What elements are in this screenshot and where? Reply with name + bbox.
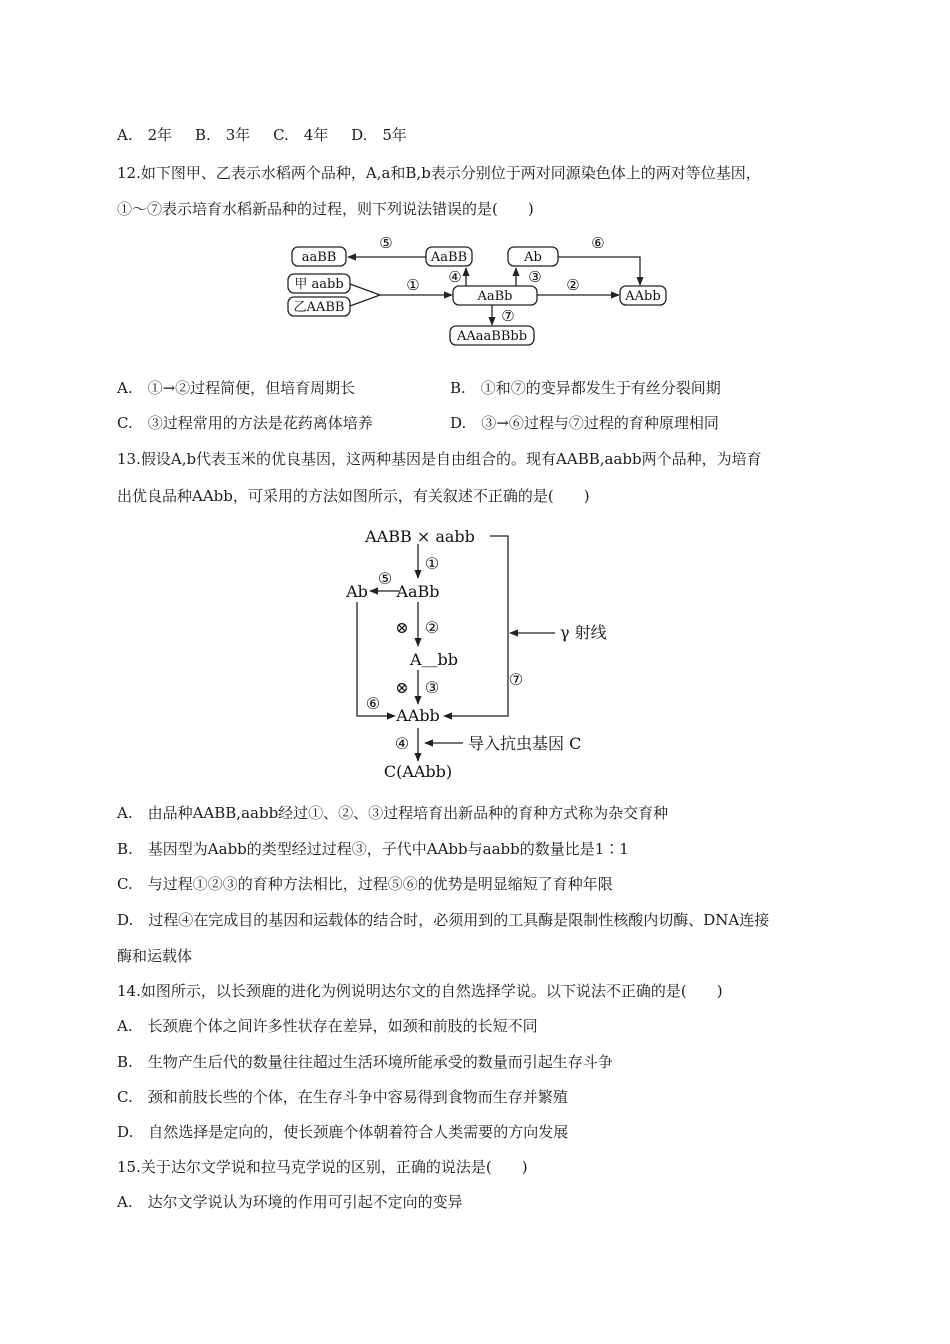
q13-option-c: C. 与过程①②③的育种方法相比，过程⑤⑥的优势是明显缩短了育种年限 (117, 875, 613, 893)
q13-stem-line1: 13.假设A,b代表玉米的优良基因，这两种基因是自由组合的。现有AABB,aabb两个品种，为培育 (117, 450, 762, 468)
q13-num-2: ② (424, 618, 440, 637)
q14-option-b: B. 生物产生后代的数量往往超过生活环境所能承受的数量而引起生存斗争 (117, 1053, 613, 1071)
q12-label-AAbb: AAbb (625, 289, 661, 304)
q12-stem-line2: ①～⑦表示培育水稻新品种的过程，则下列说法错误的是( ) (117, 200, 534, 218)
q11-option-d: D. 5年 (351, 126, 407, 144)
q14-stem: 14.如图所示，以长颈鹿的进化为例说明达尔文的自然选择学说。以下说法不正确的是( ) (117, 982, 723, 1000)
q13-label-C: C(AAbb) (383, 762, 453, 781)
q13-label-cross: AABB × aabb (365, 527, 475, 546)
q12-option-b: B. ①和⑦的变异都发生于有丝分裂间期 (450, 379, 721, 397)
q12-label-yi: 乙AABB (293, 300, 345, 315)
q13-label-AAbb: AAbb (396, 706, 440, 725)
q12-num-1: ① (406, 276, 420, 294)
q15-stem: 15.关于达尔文学说和拉马克学说的区别，正确的说法是( ) (117, 1158, 528, 1176)
q14-option-a: A. 长颈鹿个体之间许多性状存在差异，如颈和前肢的长短不同 (117, 1017, 538, 1035)
q13-breeding-diagram (330, 520, 630, 782)
q11-option-b: B. 3年 (194, 126, 251, 144)
q13-option-a: A. 由品种AABB,aabb经过①、②、③过程培育出新品种的育种方式称为杂交育种 (117, 804, 669, 822)
q13-option-d-line1: D. 过程④在完成目的基因和运载体的结合时，必须用到的工具酶是限制性核酸内切酶、DNA连接 (117, 911, 770, 929)
q14-option-c: C. 颈和前肢长些的个体，在生存斗争中容易得到食物而生存并繁殖 (117, 1088, 568, 1106)
q12-option-c: C. ③过程常用的方法是花药离体培养 (117, 414, 373, 432)
q12-num-7: ⑦ (501, 307, 515, 325)
q15-option-a: A. 达尔文学说认为环境的作用可引起不定向的变异 (117, 1193, 463, 1211)
q13-num-4: ④ (394, 734, 410, 753)
q12-option-d: D. ③→⑥过程与⑦过程的育种原理相同 (450, 414, 719, 432)
q13-label-insert: 导入抗虫基因 C (468, 734, 582, 753)
q12-stem-line1: 12.如下图甲、乙表示水稻两个品种，A,a和B,b表示分别位于两对同源染色体上的两对等位基因， (117, 164, 761, 182)
q12-label-AaBb: AaBb (477, 289, 513, 304)
q11-option-a: A. 2年 (117, 126, 173, 144)
q12-option-a: A. ①→②过程简便，但培育周期长 (117, 379, 356, 397)
q11-option-c: C. 4年 (273, 126, 329, 144)
q12-num-6: ⑥ (591, 234, 605, 252)
q12-label-jia: 甲 aabb (294, 277, 344, 292)
q12-num-2: ② (566, 276, 580, 294)
q13-option-d-line2: 酶和运载体 (117, 947, 193, 965)
q11-options (117, 125, 425, 145)
q13-num-6: ⑥ (365, 694, 381, 713)
q12-label-aaBB: aaBB (301, 250, 337, 265)
q13-label-AaBb: AaBb (396, 582, 440, 601)
q13-num-3: ③ (424, 678, 440, 697)
q13-num-7: ⑦ (508, 670, 524, 689)
q12-num-4: ④ (448, 268, 462, 286)
q13-label-Ab: Ab (346, 582, 368, 601)
q13-label-Abb: A＿bb (409, 650, 459, 669)
q12-num-3: ③ (528, 268, 542, 286)
q14-option-d: D. 自然选择是定向的，使长颈鹿个体朝着符合人类需要的方向发展 (117, 1123, 569, 1141)
q13-num-1: ① (424, 554, 440, 573)
q12-breeding-diagram (280, 230, 680, 350)
q13-self-2: ⊗ (395, 678, 409, 697)
q12-label-Ab: Ab (524, 250, 542, 265)
q13-num-5: ⑤ (377, 569, 393, 588)
q13-self-1: ⊗ (395, 618, 409, 637)
q13-option-b: B. 基因型为Aabb的类型经过过程③，子代中AAbb与aabb的数量比是1∶1 (117, 840, 629, 858)
q13-stem-line2: 出优良品种AAbb，可采用的方法如图所示，有关叙述不正确的是( ) (117, 487, 590, 505)
q13-label-gamma: γ 射线 (560, 623, 607, 642)
q12-label-AAaaBBbb: AAaaBBbb (456, 329, 528, 344)
q12-num-5: ⑤ (379, 234, 393, 252)
q12-label-AaBB: AaBB (430, 250, 468, 265)
